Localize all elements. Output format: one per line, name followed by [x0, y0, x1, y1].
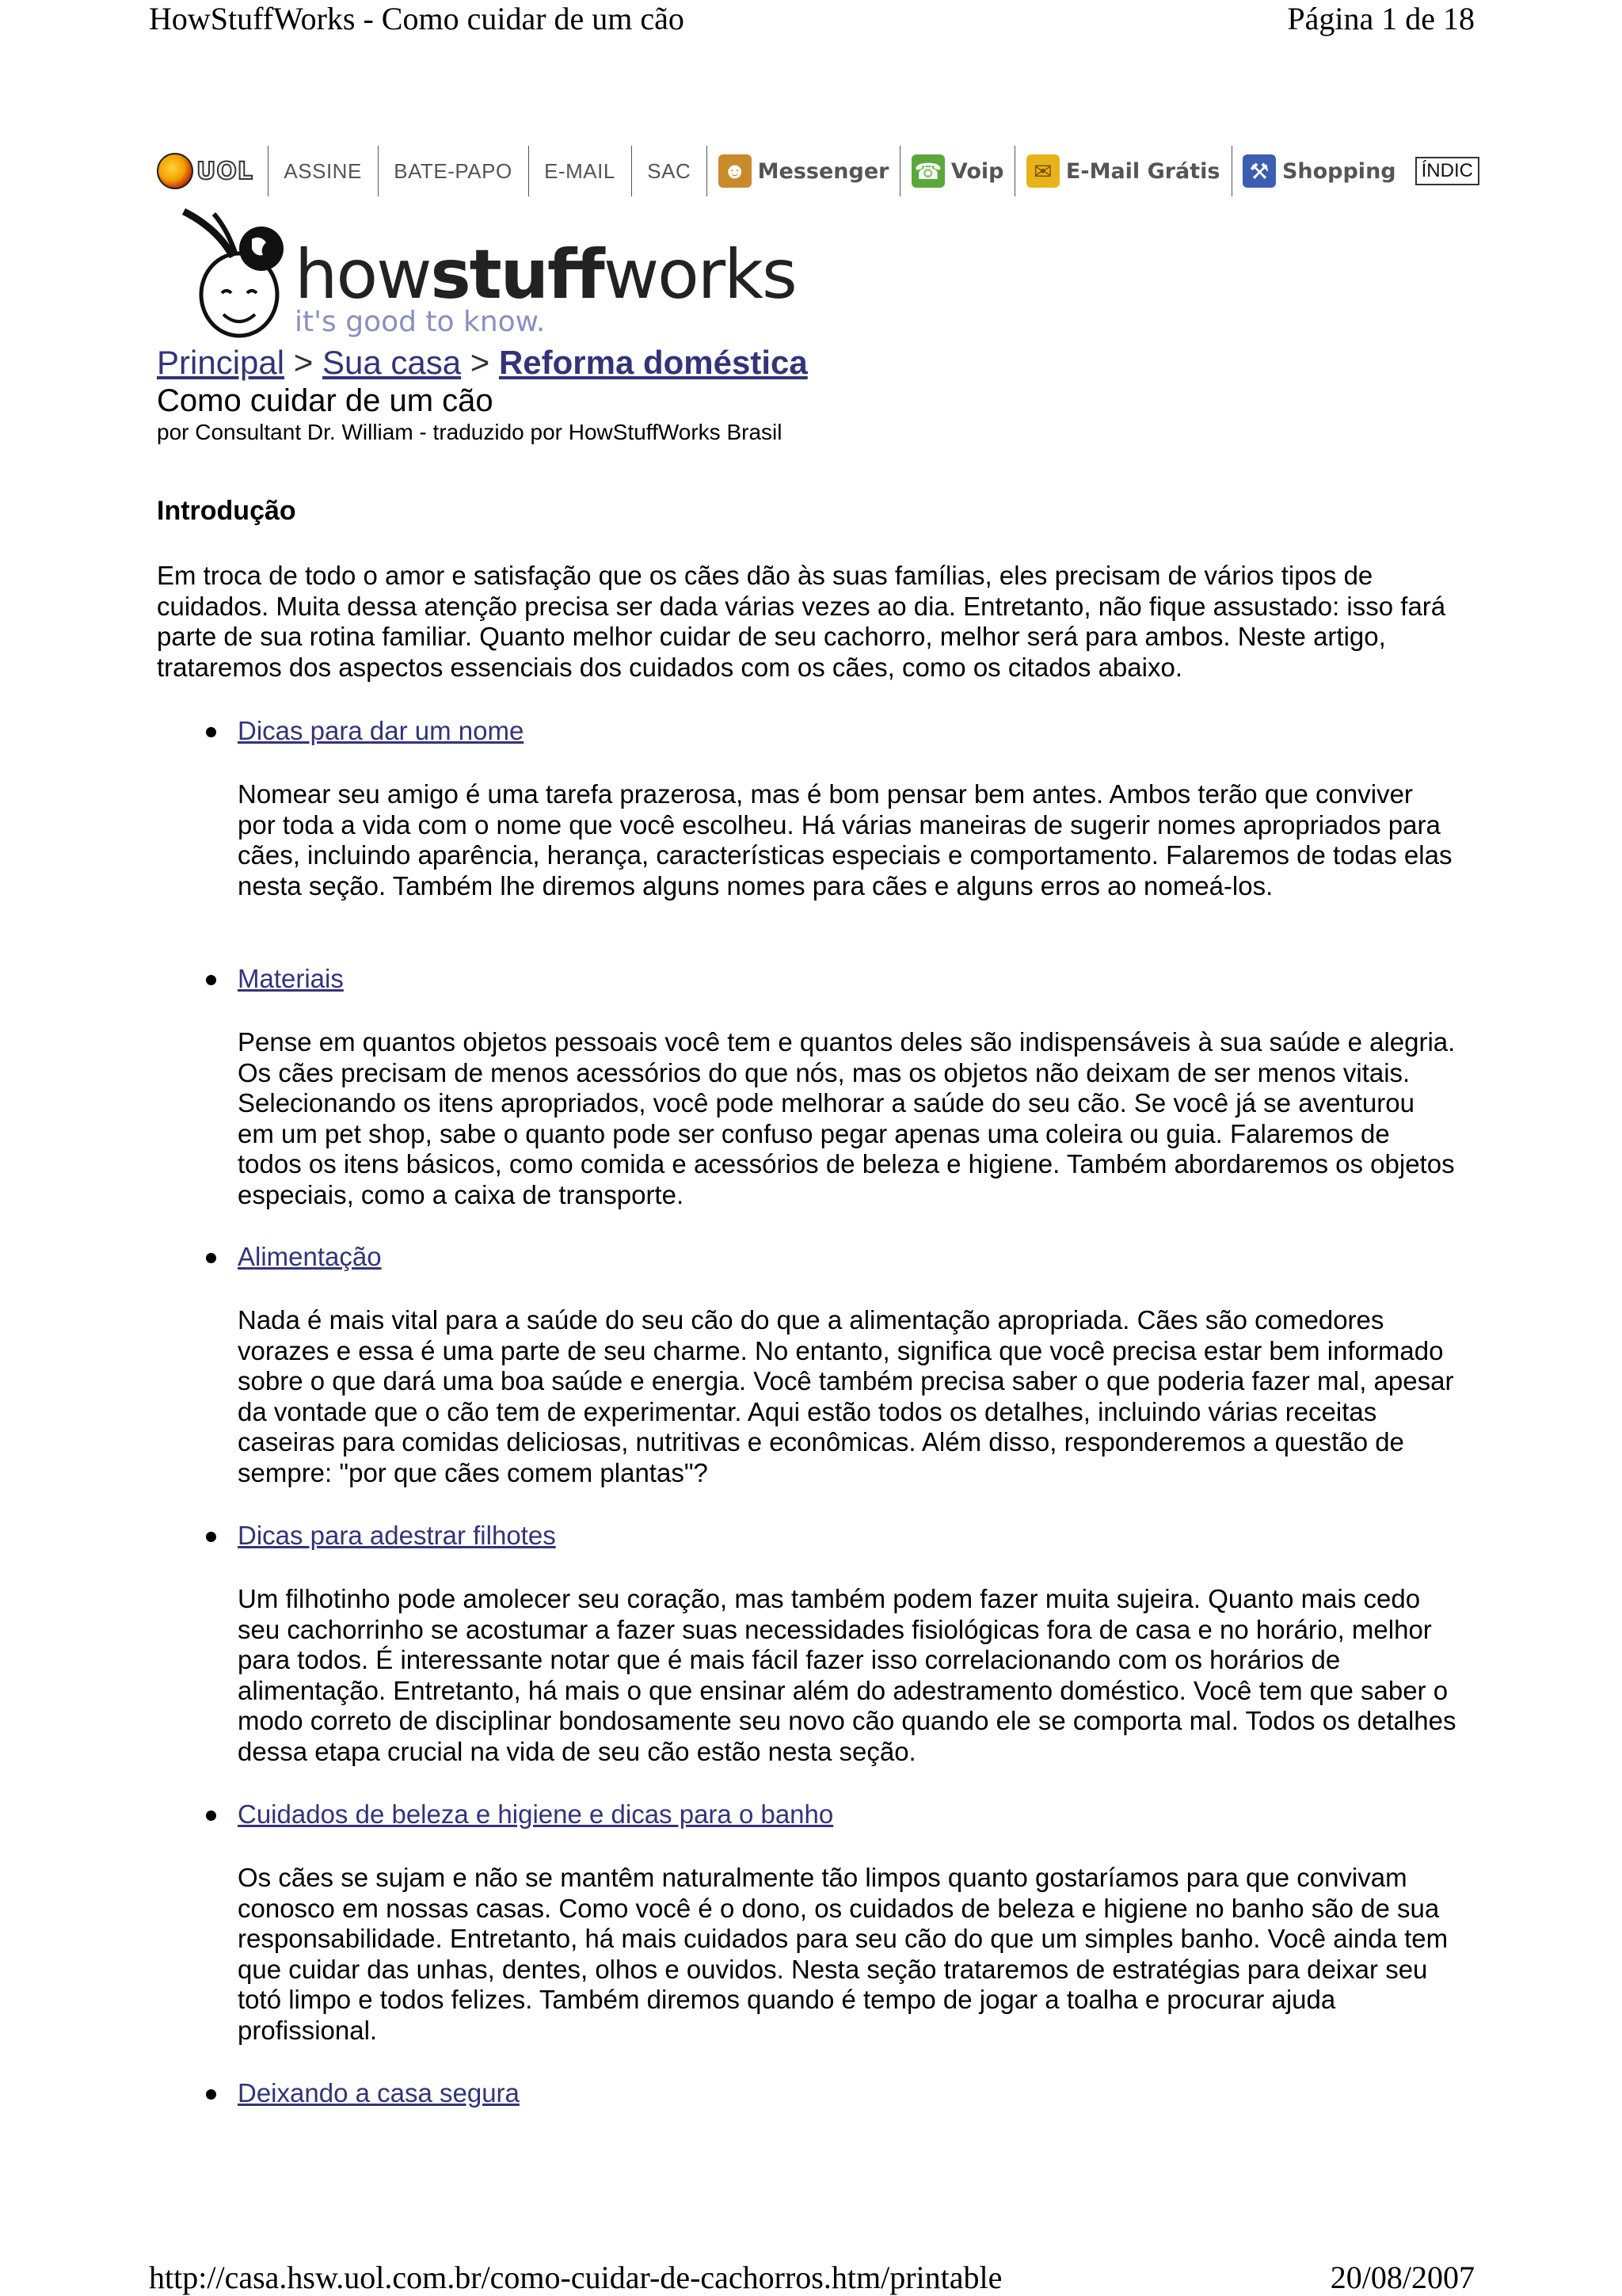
- nav-app-email-gratis[interactable]: [1019, 154, 1228, 188]
- hsw-wordmark-works: works: [603, 235, 796, 314]
- nav-app-shopping[interactable]: [1235, 154, 1404, 188]
- uol-nav-bar: [157, 143, 1479, 200]
- topic-description: Nada é mais vital para a saúde do seu cão do que a alimentação apropriada. Cães são comedores vorazes e essa é uma parte de seu charme. No entanto, significa que você precisa estar bem informado sobre o que dará uma boa saúde e energia. Você também precisa saber o que poderia fazer mal, apesar da vontade que o cão tem de experimentar. Aqui estão todos os detalhes, incluindo várias receitas caseiras para comidas deliciosas, nutritivas e econômicas. Além disso, responderemos a questão de sempre: "por que cães comem plantas"?: [238, 1305, 1457, 1488]
- topic-link-casa-segura[interactable]: Deixando a casa segura: [238, 2078, 520, 2108]
- uol-logo[interactable]: [157, 153, 253, 189]
- nav-app-messenger[interactable]: [710, 154, 897, 188]
- article-byline: por Consultant Dr. William - traduzido por HowStuffWorks Brasil: [157, 420, 782, 445]
- print-footer-date: 20/08/2007: [1331, 2259, 1475, 2296]
- hsw-tagline: it's good to know.: [295, 306, 545, 338]
- phone-icon: ☎: [912, 154, 945, 188]
- uol-ball-icon: [157, 153, 193, 189]
- breadcrumb-section-link[interactable]: Sua casa: [322, 344, 461, 381]
- envelope-icon: ✉: [1026, 154, 1060, 188]
- nav-link-assine[interactable]: ASSINE: [271, 159, 374, 184]
- topic-link-beleza-higiene[interactable]: Cuidados de beleza e higiene e dicas para o banho: [238, 1799, 833, 1830]
- nav-link-bate-papo[interactable]: BATE-PAPO: [381, 159, 524, 184]
- nav-app-label: Shopping: [1282, 159, 1396, 184]
- messenger-icon: ☻: [718, 154, 752, 188]
- topic-link-materiais[interactable]: Materiais: [238, 964, 344, 994]
- hsw-head-globe-icon: [176, 208, 295, 342]
- hsw-wordmark-stuff: stuff: [430, 235, 603, 314]
- intro-paragraph: Em troca de todo o amor e satisfação que os cães dão às suas famílias, eles precisam de vários tipos de cuidados. Muita dessa atenção precisa ser dada várias vezes ao dia. Entretanto, não fique assustado: isso fará parte de sua rotina familiar. Quanto melhor cuidar de seu cachorro, melhor será para ambos. Neste artigo, trataremos dos aspectos essenciais dos cuidados com os cães, como os citados abaixo.: [157, 561, 1456, 683]
- bullet-icon: [206, 1253, 216, 1263]
- topic-link-alimentacao[interactable]: Alimentação: [238, 1242, 382, 1272]
- print-header-title: HowStuffWorks - Como cuidar de um cão: [149, 0, 684, 37]
- topic-description: Os cães se sujam e não se mantêm naturalmente tão limpos quanto gostaríamos para que convivam conosco em nossas casas. Como você é o dono, os cuidados de beleza e higiene no banho são de sua responsabilidade. Entretanto, há mais cuidados para seu cão do que um simples banho. Você ainda tem que cuidar das unhas, dentes, olhos e ouvidos. Nesta seção trataremos de estratégias para deixar seu totó limpo e todos felizes. Também diremos quando é tempo de jogar a toalha e procurar ajuda profissional.: [238, 1863, 1457, 2046]
- nav-link-email[interactable]: E-MAIL: [531, 159, 628, 184]
- bullet-icon: [206, 727, 216, 737]
- topic-link-nome[interactable]: Dicas para dar um nome: [238, 716, 524, 746]
- breadcrumb-current-link[interactable]: Reforma doméstica: [499, 344, 808, 381]
- hsw-wordmark: [295, 241, 796, 309]
- print-footer: [149, 2259, 1475, 2296]
- section-heading-introducao: Introdução: [157, 496, 296, 527]
- nav-app-label: Messenger: [758, 159, 889, 184]
- nav-app-label: E-Mail Grátis: [1066, 159, 1220, 184]
- breadcrumb-home-link[interactable]: Principal: [157, 344, 284, 381]
- shopping-cart-icon: ⚒: [1243, 154, 1276, 188]
- topic-description: Nomear seu amigo é uma tarefa prazerosa, mas é bom pensar bem antes. Ambos terão que conviver por toda a vida com o nome que você escolheu. Há várias maneiras de sugerir nomes apropriados para cães, incluindo aparência, herança, características especiais e comportamento. Falaremos de todas elas nesta seção. Também lhe diremos alguns nomes para cães e alguns erros ao nomeá-los.: [238, 779, 1457, 901]
- article-title: Como cuidar de um cão: [157, 383, 493, 419]
- nav-link-sac[interactable]: SAC: [634, 159, 703, 184]
- topic-description: Pense em quantos objetos pessoais você tem e quantos deles são indispensáveis à sua saúde e alegria. Os cães precisam de menos acessórios do que nós, mas os objetos não deixam de ser menos vitais. Selecionando os itens apropriados, você pode melhorar a saúde do seu cão. Se você já se aventurou em um pet shop, sabe o quanto pode ser confuso pegar apenas uma coleira ou guia. Falaremos de todos os itens básicos, como comida e acessórios de beleza e higiene. Também abordaremos os objetos especiais, como a caixa de transporte.: [238, 1027, 1457, 1210]
- bullet-icon: [206, 1811, 216, 1821]
- howstuffworks-logo[interactable]: [176, 208, 699, 342]
- breadcrumb-separator: >: [294, 344, 314, 381]
- uol-logo-text: UOL: [196, 158, 253, 185]
- nav-app-voip[interactable]: [904, 154, 1012, 188]
- topic-description: Um filhotinho pode amolecer seu coração, mas também podem fazer muita sujeira. Quanto mais cedo seu cachorrinho se acostumar a fazer suas necessidades fisiológicas fora de casa e no horário, melhor para todos. É interessante notar que é mais fácil fazer isso correlacionando com os horários de alimentação. Entretanto, há mais o que ensinar além do adestramento doméstico. Você tem que saber o modo correto de disciplinar bondosamente seu novo cão quando ele se comporta mal. Todos os detalhes dessa etapa crucial na vida de seu cão estão nesta seção.: [238, 1584, 1457, 1767]
- bullet-icon: [206, 975, 216, 985]
- hsw-wordmark-how: how: [295, 235, 430, 314]
- print-header: [149, 0, 1475, 37]
- bullet-icon: [206, 2089, 216, 2100]
- topic-link-adestrar[interactable]: Dicas para adestrar filhotes: [238, 1521, 556, 1551]
- nav-app-label: Voip: [951, 159, 1004, 184]
- breadcrumb: [157, 344, 808, 382]
- indice-box[interactable]: ÍNDIC: [1415, 157, 1479, 185]
- print-header-page-info: Página 1 de 18: [1287, 0, 1475, 37]
- print-footer-url: http://casa.hsw.uol.com.br/como-cuidar-de-cachorros.htm/printable: [149, 2259, 1002, 2296]
- breadcrumb-separator: >: [470, 344, 490, 381]
- bullet-icon: [206, 1532, 216, 1542]
